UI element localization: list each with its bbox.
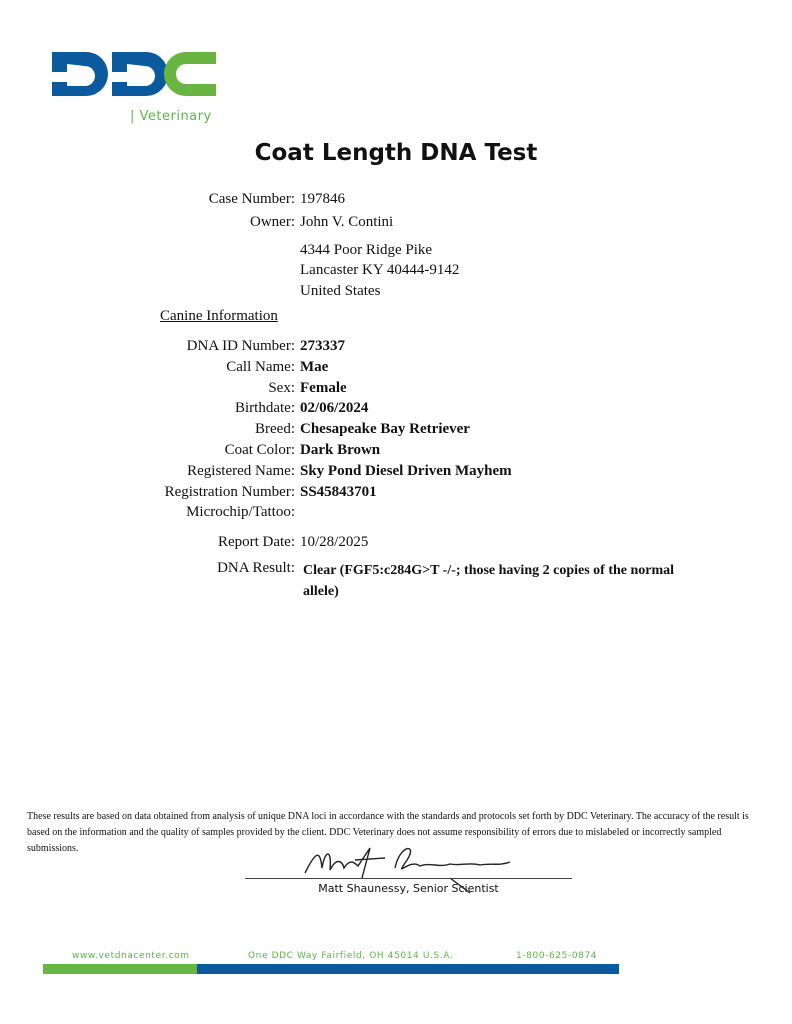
case-number-value: 197846 (300, 191, 345, 207)
dna-result-label: DNA Result: (217, 560, 295, 576)
footer-address: One DDC Way Fairfield, OH 45014 U.S.A. (248, 951, 454, 961)
report-date-value: 10/28/2025 (300, 534, 369, 550)
address-street: 4344 Poor Ridge Pike (300, 242, 433, 258)
canine-info-heading: Canine Information (160, 308, 278, 324)
logo-subtitle: | Veterinary (130, 109, 212, 124)
footer-phone: 1-800-625-0874 (516, 951, 598, 961)
canine-field-label: Registered Name: (187, 462, 295, 479)
report-date-label: Report Date: (217, 534, 295, 550)
canine-field-value: 273337 (300, 338, 345, 354)
address-city: Lancaster KY 40444-9142 (300, 262, 460, 278)
dna-result-value: Clear (FGF5:c284G>T -/-; those having 2 copies of the normal allele) (303, 563, 675, 599)
canine-field-label: DNA ID Number: (186, 338, 295, 354)
canine-field-value: Dark Brown (300, 442, 381, 458)
canine-field-label: Breed: (255, 421, 295, 438)
canine-field-value: Female (300, 379, 347, 396)
ddc-logo (52, 50, 218, 104)
address-country: United States (300, 283, 381, 299)
canine-field-value: 02/06/2024 (300, 400, 369, 417)
canine-field-value: SS45843701 (300, 483, 377, 500)
canine-field-label: Microchip/Tattoo: (186, 504, 295, 521)
canine-field-label: Sex: (268, 379, 295, 396)
disclaimer: These results are based on data obtained from analysis of unique DNA loci in accordance with the standards and protocols set forth by DDC Veterinary. The accuracy of the result is based on the information and the quality of samples provided by the client. DDC Veterinary does not assume responsibility of errors due to mislabeled or incorrectly sampled submissions. (27, 811, 749, 854)
canine-field-label: Call Name: (226, 358, 295, 375)
canine-field-value: Mae (300, 358, 329, 375)
canine-field-label: Registration Number: (164, 483, 295, 500)
owner-label: Owner: (250, 214, 295, 230)
case-number-label: Case Number: (208, 191, 295, 207)
canine-field-label: Birthdate: (235, 400, 295, 417)
footer-bar-blue (197, 964, 619, 974)
signature-line (245, 878, 572, 879)
canine-field-value: Chesapeake Bay Retriever (300, 421, 470, 438)
signer-name: Matt Shaunessy, Senior Scientist (318, 882, 499, 895)
owner-value: John V. Contini (300, 214, 394, 230)
footer-website: www.vetdnacenter.com (72, 951, 190, 961)
page-title: Coat Length DNA Test (254, 140, 538, 166)
canine-field-value: Sky Pond Diesel Driven Mayhem (300, 462, 512, 479)
canine-field-label: Coat Color: (224, 442, 295, 458)
footer-bar-green (43, 964, 197, 974)
